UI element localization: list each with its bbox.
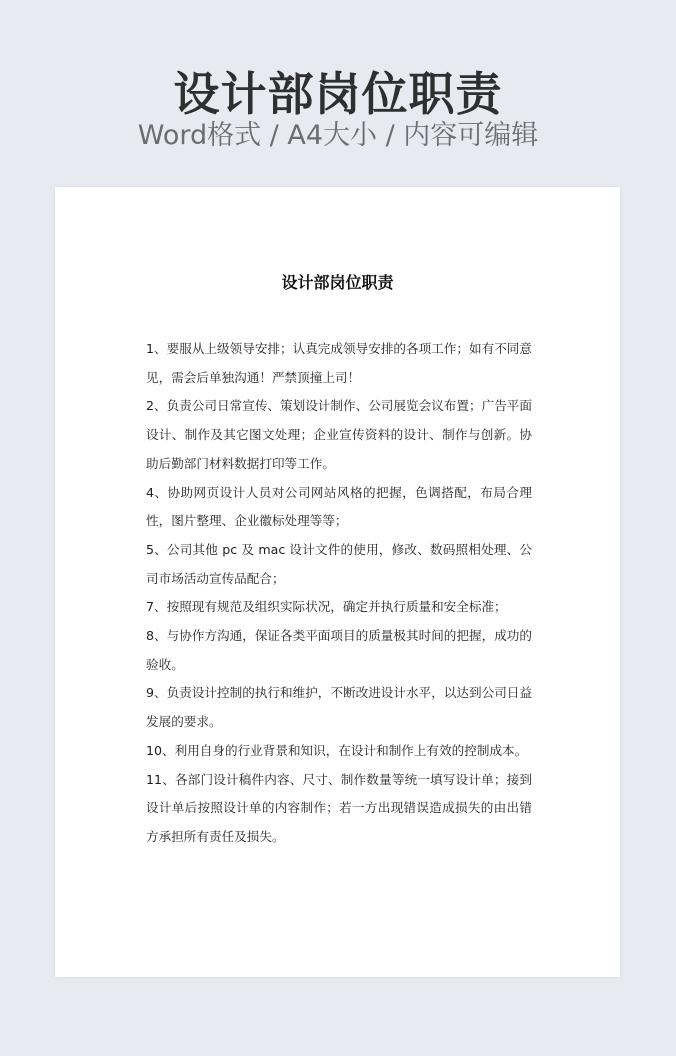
page-subtitle: Word格式 / A4大小 / 内容可编辑 [137,120,539,151]
paragraph: 2、负责公司日常宣传、策划设计制作、公司展览会议布置；广告平面设计、制作及其它图文处理；企业宣传资料的设计、制作与创新。协助后勤部门材料数据打印等工作。 [146,398,532,471]
paragraph: 7、按照现有规范及组织实际状况，确定并执行质量和安全标准； [146,599,507,615]
paragraph: 1、要服从上级领导安排；认真完成领导安排的各项工作；如有不同意见，需会后单独沟通！严禁顶撞上司！ [146,341,532,385]
header [0,0,676,186]
paragraph: 5、公司其他 pc 及 mac 设计文件的使用，修改、数码照相处理、公司市场活动宣传品配合； [146,541,532,586]
paragraph: 10、利用自身的行业背景和知识，在设计和制作上有效的控制成本。 [146,742,528,758]
document-page [55,187,620,977]
document-body [146,335,532,852]
page-title: 设计部岗位职责 [173,67,503,121]
document-title: 设计部岗位职责 [281,273,394,292]
paragraph: 8、与协作方沟通，保证各类平面项目的质量极其时间的把握，成功的验收。 [146,628,532,672]
paragraph: 9、负责设计控制的执行和维护，不断改进设计水平，以达到公司日益发展的要求。 [146,685,532,730]
paragraph: 4、协助网页设计人员对公司网站风格的把握，色调搭配，布局合理性，图片整理、企业徽标处理等等； [146,484,532,529]
paragraph: 11、各部门设计稿件内容、尺寸、制作数量等统一填写设计单；接到设计单后按照设计单的内容制作；若一方出现错误造成损失的由出错方承担所有责任及损失。 [146,771,532,844]
